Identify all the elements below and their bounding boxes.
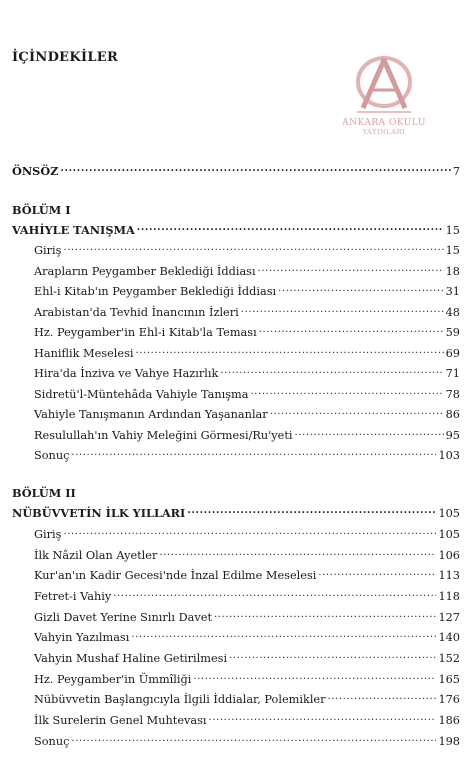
toc-entry-page: 69 — [445, 347, 460, 360]
toc-entry-label: Giriş — [34, 244, 62, 257]
toc-entry-label: Arapların Peygamber Beklediği İddiası — [34, 265, 256, 278]
toc-entry-label: İlk Surelerin Genel Muhtevası — [34, 714, 207, 727]
toc-entry-label: Nübüvvetin Başlangıcıyla İlgili İddialar, Polemikler — [34, 693, 326, 706]
toc-entry-page: 71 — [445, 367, 460, 380]
toc-entry-label: Vahyin Yazılması — [34, 631, 130, 644]
toc-entry[interactable] — [34, 671, 460, 687]
toc-entry-page: 105 — [438, 507, 460, 520]
toc-entry-page: 165 — [438, 673, 460, 686]
toc-entry-page: 86 — [445, 408, 460, 421]
toc-entry-page: 7 — [452, 165, 460, 178]
toc-entry[interactable] — [34, 263, 460, 279]
toc-entry-page: 118 — [438, 590, 460, 603]
toc-entry[interactable] — [34, 526, 460, 542]
toc-entry-label: Arabistan'da Tevhid İnancının İzleri — [34, 306, 239, 319]
toc-entry[interactable] — [34, 650, 460, 666]
toc-entry-label: Sidretü'l-Müntehâda Vahiyle Tanışma — [34, 388, 249, 401]
page-title: İÇİNDEKİLER — [12, 50, 119, 65]
toc-entry[interactable] — [34, 406, 460, 422]
logo-emblem-icon — [349, 50, 419, 118]
toc-entry[interactable] — [34, 283, 460, 299]
dot-leader — [229, 650, 436, 662]
toc-entry-label: Hira'da İnziva ve Vahye Hazırlık — [34, 367, 219, 380]
dot-leader — [60, 163, 450, 175]
toc-entry-page: 127 — [438, 611, 460, 624]
dot-leader — [63, 242, 443, 254]
toc-entry[interactable] — [34, 629, 460, 645]
toc-entry-label: Sonuç — [34, 735, 70, 748]
toc-entry-page: 152 — [438, 652, 460, 665]
toc-entry-page: 59 — [445, 326, 460, 339]
toc-entry[interactable] — [34, 324, 460, 340]
toc-entry-label: Sonuç — [34, 449, 70, 462]
dot-leader — [131, 629, 436, 641]
toc-entry-page: 105 — [438, 528, 460, 541]
dot-leader — [113, 588, 436, 600]
toc-entry-page: 106 — [438, 549, 460, 562]
dot-leader — [259, 324, 444, 336]
publisher-name: ANKARA OKULU — [342, 118, 426, 128]
part-heading-2: BÖLÜM II — [12, 486, 76, 500]
dot-leader — [214, 609, 436, 621]
dot-leader — [270, 406, 444, 418]
toc-entry-page: 31 — [445, 285, 460, 298]
dot-leader — [209, 712, 437, 724]
toc-entry[interactable] — [34, 386, 460, 402]
toc-entry-page: 103 — [438, 449, 460, 462]
dot-leader — [278, 283, 443, 295]
toc-entry-label: Hz. Peygamber'in Ümmîliği — [34, 673, 192, 686]
publisher-subtitle: YAYINLARI — [362, 128, 406, 136]
toc-entry[interactable] — [34, 609, 460, 625]
toc-entry-page: 113 — [438, 569, 460, 582]
toc-entry-label: Resulullah'ın Vahiy Meleğini Görmesi/Ru'yeti — [34, 429, 293, 442]
toc-entry-label: Vahiyle Tanışmanın Ardından Yaşananlar — [34, 408, 268, 421]
toc-entry-page: 15 — [445, 244, 460, 257]
dot-leader — [328, 691, 437, 703]
toc-entry-page: 186 — [438, 714, 460, 727]
toc-entry[interactable] — [34, 567, 460, 583]
toc-entry[interactable] — [34, 547, 460, 563]
toc-entry[interactable] — [34, 242, 460, 258]
dot-leader — [241, 304, 444, 316]
toc-entry-label: Kur'an'ın Kadir Gecesi'nde İnzal Edilme Meselesi — [34, 569, 317, 582]
toc-chapter-2[interactable] — [12, 505, 460, 521]
toc-entry-label: Ehl-i Kitab'ın Peygamber Beklediği İddiası — [34, 285, 277, 298]
dot-leader — [318, 567, 436, 579]
toc-chapter-1[interactable] — [12, 222, 460, 238]
dot-leader — [159, 547, 436, 559]
toc-entry[interactable] — [34, 588, 460, 604]
toc-entry-page: 48 — [445, 306, 460, 319]
toc-entry-label: NÜBÜVVETİN İLK YILLARI — [12, 506, 186, 520]
toc-entry-page: 198 — [438, 735, 460, 748]
toc-entry-label: Gizli Davet Yerine Sınırlı Davet — [34, 611, 212, 624]
toc-entry-label: Giriş — [34, 528, 62, 541]
dot-leader — [220, 365, 443, 377]
toc-entry-page: 176 — [438, 693, 460, 706]
toc-entry[interactable] — [34, 447, 460, 463]
toc-entry[interactable] — [34, 427, 460, 443]
toc-entry-page: 15 — [445, 224, 460, 237]
dot-leader — [137, 222, 444, 234]
dot-leader — [187, 505, 436, 517]
toc-entry-label: Haniflik Meselesi — [34, 347, 134, 360]
dot-leader — [63, 526, 436, 538]
toc-entry[interactable] — [34, 712, 460, 728]
dot-leader — [295, 427, 444, 439]
toc-entry-label: Fetret-i Vahiy — [34, 590, 112, 603]
toc-entry-label: İlk Nâzil Olan Ayetler — [34, 549, 158, 562]
toc-entry-label: ÖNSÖZ — [12, 164, 59, 178]
part-heading-1: BÖLÜM I — [12, 203, 71, 217]
toc-entry-label: Vahyin Mushaf Haline Getirilmesi — [34, 652, 228, 665]
dot-leader — [193, 671, 436, 683]
dot-leader — [136, 345, 444, 357]
toc-entry[interactable] — [34, 691, 460, 707]
toc-entry-page: 140 — [438, 631, 460, 644]
toc-entry[interactable] — [34, 733, 460, 749]
toc-entry[interactable] — [34, 365, 460, 381]
toc-entry-label: Hz. Peygamber'in Ehl-i Kitab'la Teması — [34, 326, 257, 339]
toc-entry-onsoz[interactable] — [12, 163, 460, 179]
toc-entry-page: 78 — [445, 388, 460, 401]
dot-leader — [71, 733, 436, 745]
dot-leader — [258, 263, 444, 275]
toc-entry[interactable] — [34, 345, 460, 361]
publisher-logo — [336, 50, 432, 154]
toc-entry-label: VAHİYLE TANIŞMA — [12, 223, 135, 237]
dot-leader — [71, 447, 436, 459]
dot-leader — [250, 386, 443, 398]
toc-entry[interactable] — [34, 304, 460, 320]
toc-entry-page: 95 — [445, 429, 460, 442]
toc-entry-page: 18 — [445, 265, 460, 278]
